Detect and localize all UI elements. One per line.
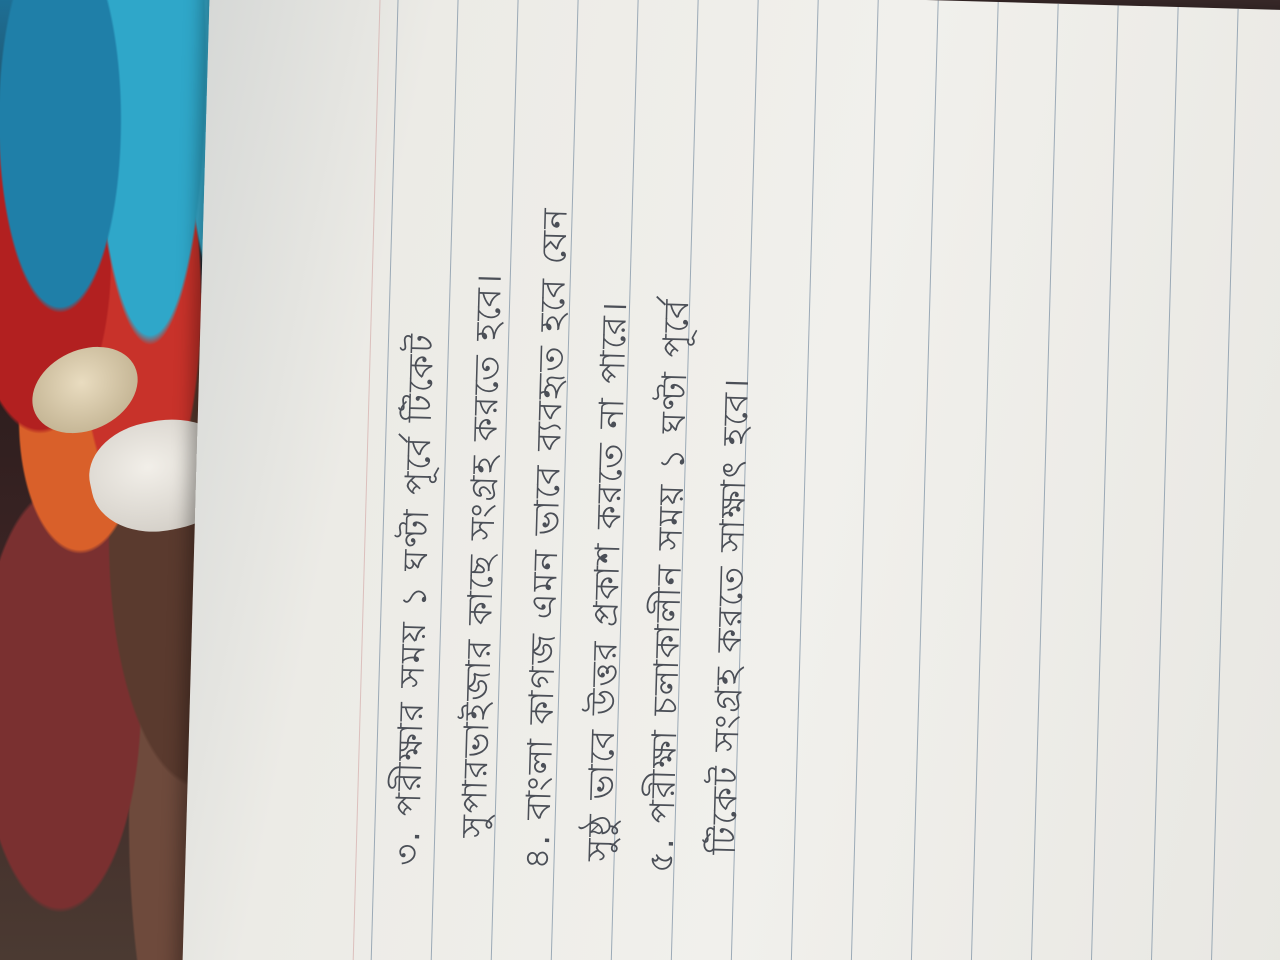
ruled-line — [1089, 5, 1118, 960]
handwritten-line-1: ৩. পরীক্ষার সময় ১ ঘণ্টা পূর্বে টিকেট — [387, 331, 443, 867]
ruled-line — [790, 0, 819, 960]
handwritten-line-2: সুপারভাইজার কাছে সংগ্রহ করতে হবে। — [454, 271, 510, 839]
handwritten-line-3: ৪. বাংলা কাগজ এমন ভাবে ব্যবহৃত হবে যেন — [517, 206, 576, 871]
handwritten-line-6: টিকেট সংগ্রহ করতে সাক্ষাৎ হবে। — [703, 376, 758, 856]
ruled-line — [969, 2, 998, 960]
ruled-line — [910, 0, 939, 960]
ruled-line — [1029, 4, 1058, 960]
margin-line — [352, 0, 381, 960]
handwritten-line-4: সুষ্ঠু ভাবে উত্তর প্রকাশ করতে না পারে। — [579, 299, 636, 862]
ruled-line — [1149, 7, 1178, 960]
notebook-page — [182, 0, 1280, 960]
ruled-line — [850, 0, 879, 960]
handwritten-line-5: ৫. পরীক্ষা চলাকালীন সময় ১ ঘণ্টা পূর্বে — [641, 297, 698, 874]
ruled-line — [1209, 9, 1238, 960]
